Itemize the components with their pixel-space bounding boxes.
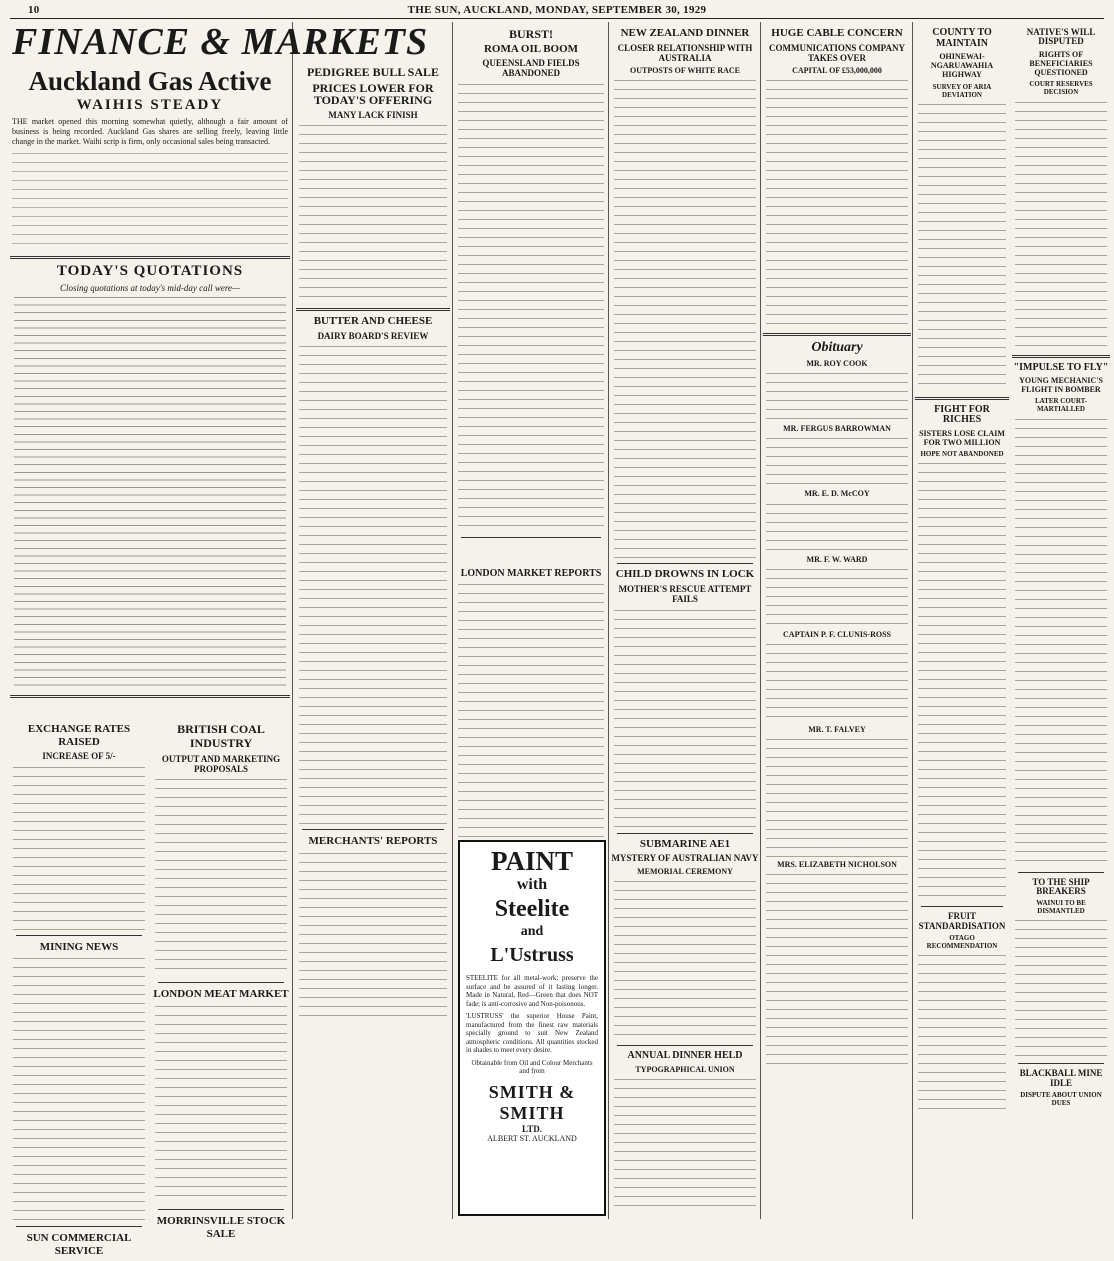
column-5: [763, 22, 911, 1219]
headline-impulse: "IMPULSE TO FLY": [1013, 361, 1109, 373]
divider: [617, 833, 753, 834]
ad-brand: SMITH & SMITH: [488, 1081, 576, 1123]
subhead-roma: QUEENSLAND FIELDS ABANDONED: [482, 58, 580, 79]
column-7: [1012, 22, 1110, 1219]
headline-mining: MINING NEWS: [39, 940, 119, 953]
butter-body: [299, 344, 447, 824]
coal-column: [152, 720, 290, 1243]
left-block: [10, 64, 290, 1257]
obituary-body: [766, 737, 908, 857]
column-rule: [608, 22, 609, 1219]
child-body: [614, 608, 756, 828]
subhead-fruit: OTAGO RECOMMENDATION: [926, 933, 998, 950]
divider: [296, 308, 450, 311]
ad-copy-steelite: STEELITE for all metal-work; preserve the surface and be assured of it lasting longer. Made in Natural, Red—Green that does NOT fade; is anti-corrosive and Non-poisonous.: [466, 974, 598, 1008]
obituary-name: MR. T. FALVEY: [808, 725, 866, 735]
ad-lustruss: L'Ustruss: [490, 944, 574, 966]
merchants-body: [299, 851, 447, 1021]
headline-riches: FIGHT FOR RICHES: [934, 403, 990, 426]
subhead-child: MOTHER'S RESCUE ATTEMPT FAILS: [618, 583, 752, 605]
subhead-impulse: YOUNG MECHANIC'S FLIGHT IN BOMBER: [1019, 376, 1103, 395]
mining-body: [13, 956, 145, 1221]
obituary-name: MR. ROY COOK: [806, 359, 868, 369]
headline-morrinsville: MORRINSVILLE STOCK SALE: [156, 1214, 286, 1240]
obituary-name: MRS. ELIZABETH NICHOLSON: [777, 860, 897, 870]
fruit-body: [918, 953, 1006, 1113]
kicker-roma: BURST!: [508, 27, 553, 41]
column-6: [915, 22, 1009, 1219]
page-number: 10: [28, 4, 40, 16]
headline-pedigree: PEDIGREE BULL SALE: [306, 65, 440, 79]
divider: [617, 563, 753, 564]
divider: [302, 829, 444, 830]
native-body: [1015, 100, 1107, 350]
column-rule: [760, 22, 761, 1219]
ad-company: LTD.: [522, 1123, 542, 1134]
divider: [763, 333, 911, 336]
kicker-highway: SURVEY OF ARIA DEVIATION: [932, 82, 992, 99]
subhead-nz-dinner: CLOSER RELATIONSHIP WITH AUSTRALIA: [617, 42, 753, 63]
headline-roma: ROMA OIL BOOM: [483, 42, 579, 55]
ad-obtainable: Obtainable from Oil and Colour Merchants and from: [471, 1058, 593, 1075]
ad-box: [458, 840, 606, 1216]
obituary-body: [766, 567, 908, 627]
quotations-intro: Closing quotations at today's mid-day call were—: [59, 282, 241, 293]
subhead-cable: COMMUNICATIONS COMPANY TAKES OVER: [769, 42, 905, 63]
column-rule: [292, 22, 293, 1219]
column-rule: [912, 22, 913, 1219]
divider: [16, 935, 142, 936]
gas-body-text: [12, 151, 288, 251]
nz-dinner-body: [614, 78, 756, 558]
kicker-impulse: LATER COURT-MARTIALLED: [1034, 397, 1088, 414]
headline-service: SUN COMMERCIAL SERVICE: [26, 1232, 132, 1257]
headline-obituary: Obituary: [811, 340, 863, 356]
headline-merchants: MERCHANTS' REPORTS: [308, 835, 438, 848]
kicker-pedigree: MANY LACK FINISH: [328, 109, 418, 120]
subhead-butter: DAIRY BOARD'S REVIEW: [317, 330, 429, 341]
ad-with: with: [516, 876, 548, 893]
subhead-annual-dinner: TYPOGRAPHICAL UNION: [635, 1064, 735, 1074]
kicker-cable: CAPITAL OF £53,000,000: [792, 66, 882, 76]
obituary-name: MR. E. D. McCOY: [804, 489, 870, 499]
ad-address: ALBERT ST. AUCKLAND: [487, 1133, 577, 1143]
masthead: THE SUN, AUCKLAND, MONDAY, SEPTEMBER 30, 1929: [407, 4, 707, 16]
headline-gas: Auckland Gas Active: [28, 66, 272, 96]
subhead-gas: WAIHIS STEADY: [76, 97, 224, 114]
divider: [921, 906, 1003, 907]
headline-butter: BUTTER AND CHEESE: [313, 315, 433, 328]
pedigree-body: [299, 123, 447, 303]
impulse-body: [1015, 417, 1107, 867]
subhead-exchange: INCREASE OF 5/-: [42, 751, 116, 762]
obituary-name: MR. FERGUS BARROWMAN: [783, 424, 891, 434]
divider: [158, 1209, 284, 1210]
divider: [10, 695, 290, 698]
annual-dinner-block: [611, 1040, 759, 1219]
headline-coal: BRITISH COAL INDUSTRY: [177, 722, 265, 750]
advertisement: [458, 840, 606, 1218]
divider: [1018, 1063, 1104, 1064]
quotations-table: [14, 295, 286, 690]
column-rule: [452, 22, 453, 1219]
divider: [16, 1226, 142, 1227]
divider: [461, 537, 601, 538]
riches-body: [918, 461, 1006, 901]
subhead-coal: OUTPUT AND MARKETING PROPOSALS: [161, 753, 281, 774]
divider: [10, 256, 290, 259]
obituary-name: CAPTAIN P. F. CLUNIS-ROSS: [783, 629, 891, 639]
divider: [1012, 355, 1110, 358]
divider: [1018, 872, 1104, 873]
obituary-body: [766, 502, 908, 552]
headline-fruit: FRUIT STANDARDISATION: [918, 911, 1006, 931]
subhead-highway: OHINEWAI-NGARUAWAHIA HIGHWAY: [930, 52, 994, 80]
cable-body: [766, 78, 908, 328]
ship-body: [1015, 918, 1107, 1058]
page-header: [10, 4, 1104, 19]
subhead-submarine: MYSTERY OF AUSTRALIAN NAVY: [611, 853, 759, 864]
kicker-submarine: MEMORIAL CEREMONY: [637, 866, 733, 876]
column-2: [296, 22, 450, 1219]
ad-paint: PAINT: [490, 846, 573, 876]
exchange-column: [10, 720, 148, 1261]
coal-body: [155, 777, 287, 977]
exchange-body: [13, 765, 145, 930]
ad-steelite: Steelite: [494, 896, 570, 922]
roma-body: [458, 82, 604, 532]
divider: [158, 982, 284, 983]
kicker-nz-dinner: OUTPOSTS OF WHITE RACE: [629, 66, 741, 76]
subhead-ship: WAINUI TO BE DISMANTLED: [1036, 899, 1086, 916]
headline-exchange: EXCHANGE RATES RAISED: [27, 723, 131, 748]
highway-body: [918, 102, 1006, 392]
headline-child: CHILD DROWNS IN LOCK: [615, 568, 755, 581]
subhead-riches: SISTERS LOSE CLAIM FOR TWO MILLION: [919, 428, 1005, 447]
obituary-body: [766, 436, 908, 486]
headline-nz-dinner: NEW ZEALAND DINNER: [620, 27, 750, 39]
subhead-native: RIGHTS OF BENEFICIARIES QUESTIONED: [1029, 49, 1093, 78]
headline-ship: TO THE SHIP BREAKERS: [1032, 876, 1090, 896]
headline-london-market: LONDON MARKET REPORTS: [460, 567, 602, 579]
headline-native: NATIVE'S WILL DISPUTED: [1026, 27, 1096, 47]
headline-cable: HUGE CABLE CONCERN: [771, 27, 903, 39]
meat-body: [155, 1004, 287, 1204]
headline-meat: LONDON MEAT MARKET: [153, 988, 289, 1001]
kicker-native: COURT RESERVES DECISION: [1029, 80, 1093, 97]
divider: [915, 397, 1009, 400]
headline-highway: COUNTY TO MAINTAIN: [932, 27, 992, 49]
lead-gas: THE market opened this morning somewhat quietly, although a fair amount of business is being recorded. Auckland Gas shares are selling freely, leaving little change in the market. Waihi scrip is firm, only occasional sales being transacted.: [12, 117, 288, 147]
headline-submarine: SUBMARINE AE1: [639, 837, 731, 850]
obituary-body: [766, 872, 908, 1072]
headline-quotations: TODAY'S QUOTATIONS: [56, 263, 244, 280]
obituary-body: [766, 642, 908, 722]
obituary-name: MR. F. W. WARD: [806, 554, 868, 564]
divider: [617, 1045, 753, 1046]
section-banner: FINANCE & MARKETS: [12, 21, 429, 63]
headline-annual-dinner: ANNUAL DINNER HELD: [627, 1050, 743, 1061]
annual-dinner-body: [614, 1077, 756, 1207]
headline-blackball: BLACKBALL MINE IDLE: [1019, 1068, 1103, 1088]
kicker-riches: HOPE NOT ABANDONED: [920, 450, 1004, 459]
subhead-pedigree: PRICES LOWER FOR TODAY'S OFFERING: [312, 80, 434, 108]
ad-and: and: [520, 924, 544, 939]
subhead-blackball: DISPUTE ABOUT UNION DUES: [1020, 1091, 1102, 1108]
ad-copy-lustruss: 'LUSTRUSS' the superior House Paint, manufactured from the finest raw materials specially ground to suit New Zealand atmospheric conditions. All quantities stocked in shades to meet every desire.: [466, 1012, 598, 1054]
obituary-body: [766, 371, 908, 421]
